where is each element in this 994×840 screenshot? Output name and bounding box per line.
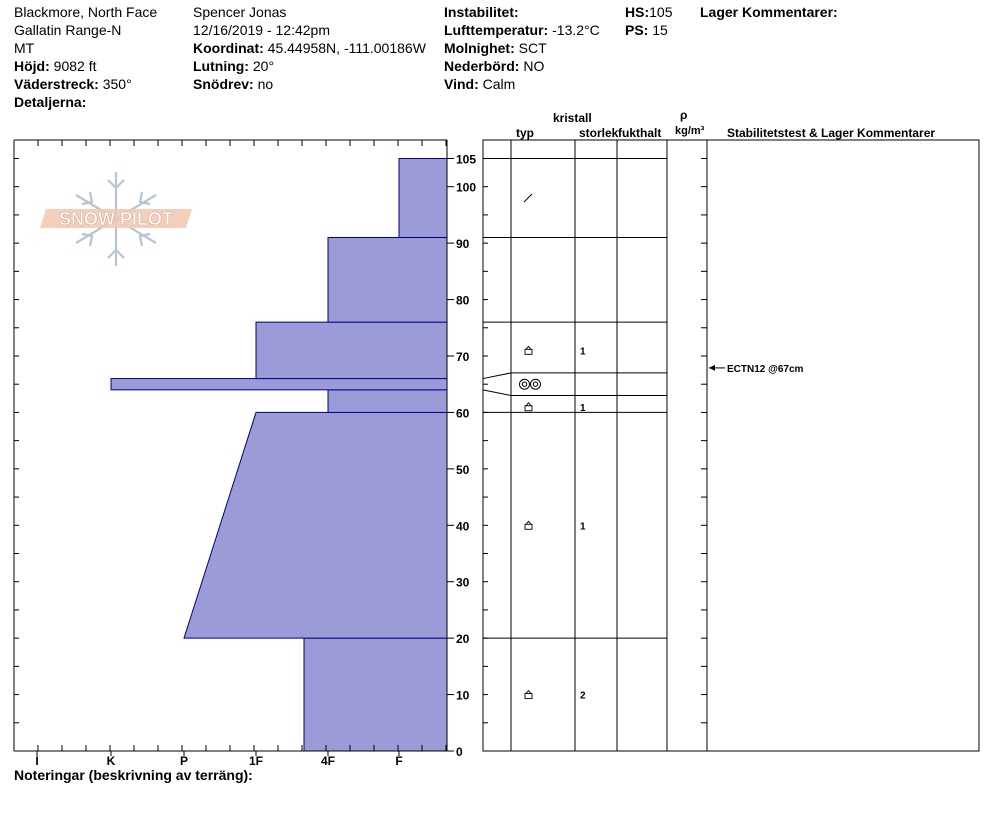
hs-label: HS:: [625, 4, 650, 20]
state-name: MT: [14, 40, 35, 56]
x-tick-label: F: [395, 754, 403, 768]
hardness-bar: [399, 158, 447, 237]
observer-name: Spencer Jonas: [193, 4, 287, 20]
y-tick-label: 50: [456, 462, 470, 477]
hardness-bar: [328, 390, 447, 413]
facet-top: [526, 346, 531, 349]
y-tick-label: 80: [456, 293, 470, 308]
wind-value: Calm: [482, 76, 516, 92]
coordinate-label: Koordinat:: [193, 40, 264, 56]
crystal-size-label: 2: [580, 690, 586, 702]
ice-ring-inner: [533, 382, 537, 386]
ice-ring-inner: [522, 382, 526, 386]
hardness-bar: [328, 237, 447, 322]
ps-value: 15: [652, 22, 668, 38]
stability-test-label: ECTN12 @67cm: [727, 363, 804, 375]
aspect-label: Väderstreck:: [14, 76, 99, 92]
notes-label: Noteringar (beskrivning av terräng):: [14, 767, 253, 783]
sky-label: Molnighet:: [444, 40, 515, 56]
faceted-crystal-icon: [525, 403, 532, 411]
layer-table: [483, 140, 979, 751]
slope-value: 20°: [252, 58, 275, 74]
aspect-value: 350°: [102, 76, 132, 92]
size-header: storlek: [579, 126, 619, 140]
hardness-profile: [111, 158, 447, 751]
drift-value: no: [257, 76, 274, 92]
airtemp-value: -13.2°C: [552, 22, 600, 38]
logo-text: SNOW PILOT: [59, 209, 173, 229]
x-tick-label: P: [179, 754, 189, 768]
ice-layer-icon: [520, 379, 541, 389]
crystal-size-label: 1: [580, 402, 586, 414]
observation-datetime: 12/16/2019 - 12:42pm: [193, 22, 330, 38]
y-tick-label: 90: [456, 237, 470, 252]
rho-header: ρ: [680, 108, 688, 122]
layer-comments-label: Lager Kommentarer:: [700, 4, 838, 20]
facet-box: [525, 524, 532, 529]
test-pointer-arrow: [709, 365, 715, 371]
facet-box: [525, 406, 532, 411]
y-tick-label: 40: [456, 519, 470, 534]
y-tick-label: 60: [456, 406, 470, 421]
y-tick-label: 30: [456, 575, 470, 590]
ice-ring-outer: [531, 379, 541, 389]
crystal-size-label: 1: [580, 346, 586, 358]
location-name: Blackmore, North Face: [14, 4, 158, 20]
hardness-bar: [184, 412, 447, 638]
ps-label: PS:: [625, 22, 649, 38]
precip-particle-icon: [524, 194, 532, 202]
elevation-label: Höjd:: [14, 58, 50, 74]
slope-label: Lutning:: [193, 58, 249, 74]
crystal-size-label: 1: [580, 521, 586, 533]
sky-value: SCT: [518, 40, 547, 56]
layer-table-frame: [483, 140, 979, 751]
crystal-header: kristall: [553, 111, 592, 125]
elevation-value: 9082 ft: [53, 58, 97, 74]
x-tick-label: K: [106, 754, 116, 768]
airtemp-label: Lufttemperatur:: [444, 22, 549, 38]
y-tick-label: 10: [456, 688, 470, 703]
moisture-header: fukthalt: [618, 126, 662, 140]
y-tick-label: 100: [456, 180, 477, 195]
precip-label: Nederbörd:: [444, 58, 520, 74]
faceted-crystal-icon: [525, 521, 532, 529]
facet-box: [525, 349, 532, 354]
y-tick-label: 70: [456, 349, 470, 364]
coordinate-value: 45.44958N, -111.00186W: [267, 40, 426, 56]
wind-label: Vind:: [444, 76, 479, 92]
density-unit-header: kg/m³: [675, 125, 705, 137]
facet-top: [526, 521, 531, 524]
hs-value: 105: [649, 4, 673, 20]
x-tick-label: 1F: [248, 754, 264, 768]
instability-label: Instabilitet:: [444, 4, 519, 20]
facet-top: [526, 403, 531, 406]
stability-header: Stabilitetstest & Lager Kommentarer: [727, 126, 936, 140]
range-name: Gallatin Range-N: [14, 22, 122, 38]
drift-label: Snödrev:: [193, 76, 254, 92]
facet-box: [525, 694, 532, 699]
hardness-bar: [256, 322, 447, 378]
facet-top: [526, 691, 531, 694]
y-tick-label: 105: [456, 152, 477, 167]
faceted-crystal-icon: [525, 691, 532, 699]
ice-ring-outer: [520, 379, 530, 389]
details-label: Detaljerna:: [14, 94, 87, 110]
hardness-bar: [304, 638, 447, 751]
x-tick-label: 4F: [320, 754, 336, 768]
precip-value: NO: [523, 58, 545, 74]
x-tick-label: I: [35, 754, 39, 768]
faceted-crystal-icon: [525, 346, 532, 354]
y-tick-label: 20: [456, 632, 470, 647]
y-tick-label: 0: [456, 745, 463, 759]
type-header: typ: [516, 126, 534, 140]
hardness-bar: [111, 379, 447, 390]
